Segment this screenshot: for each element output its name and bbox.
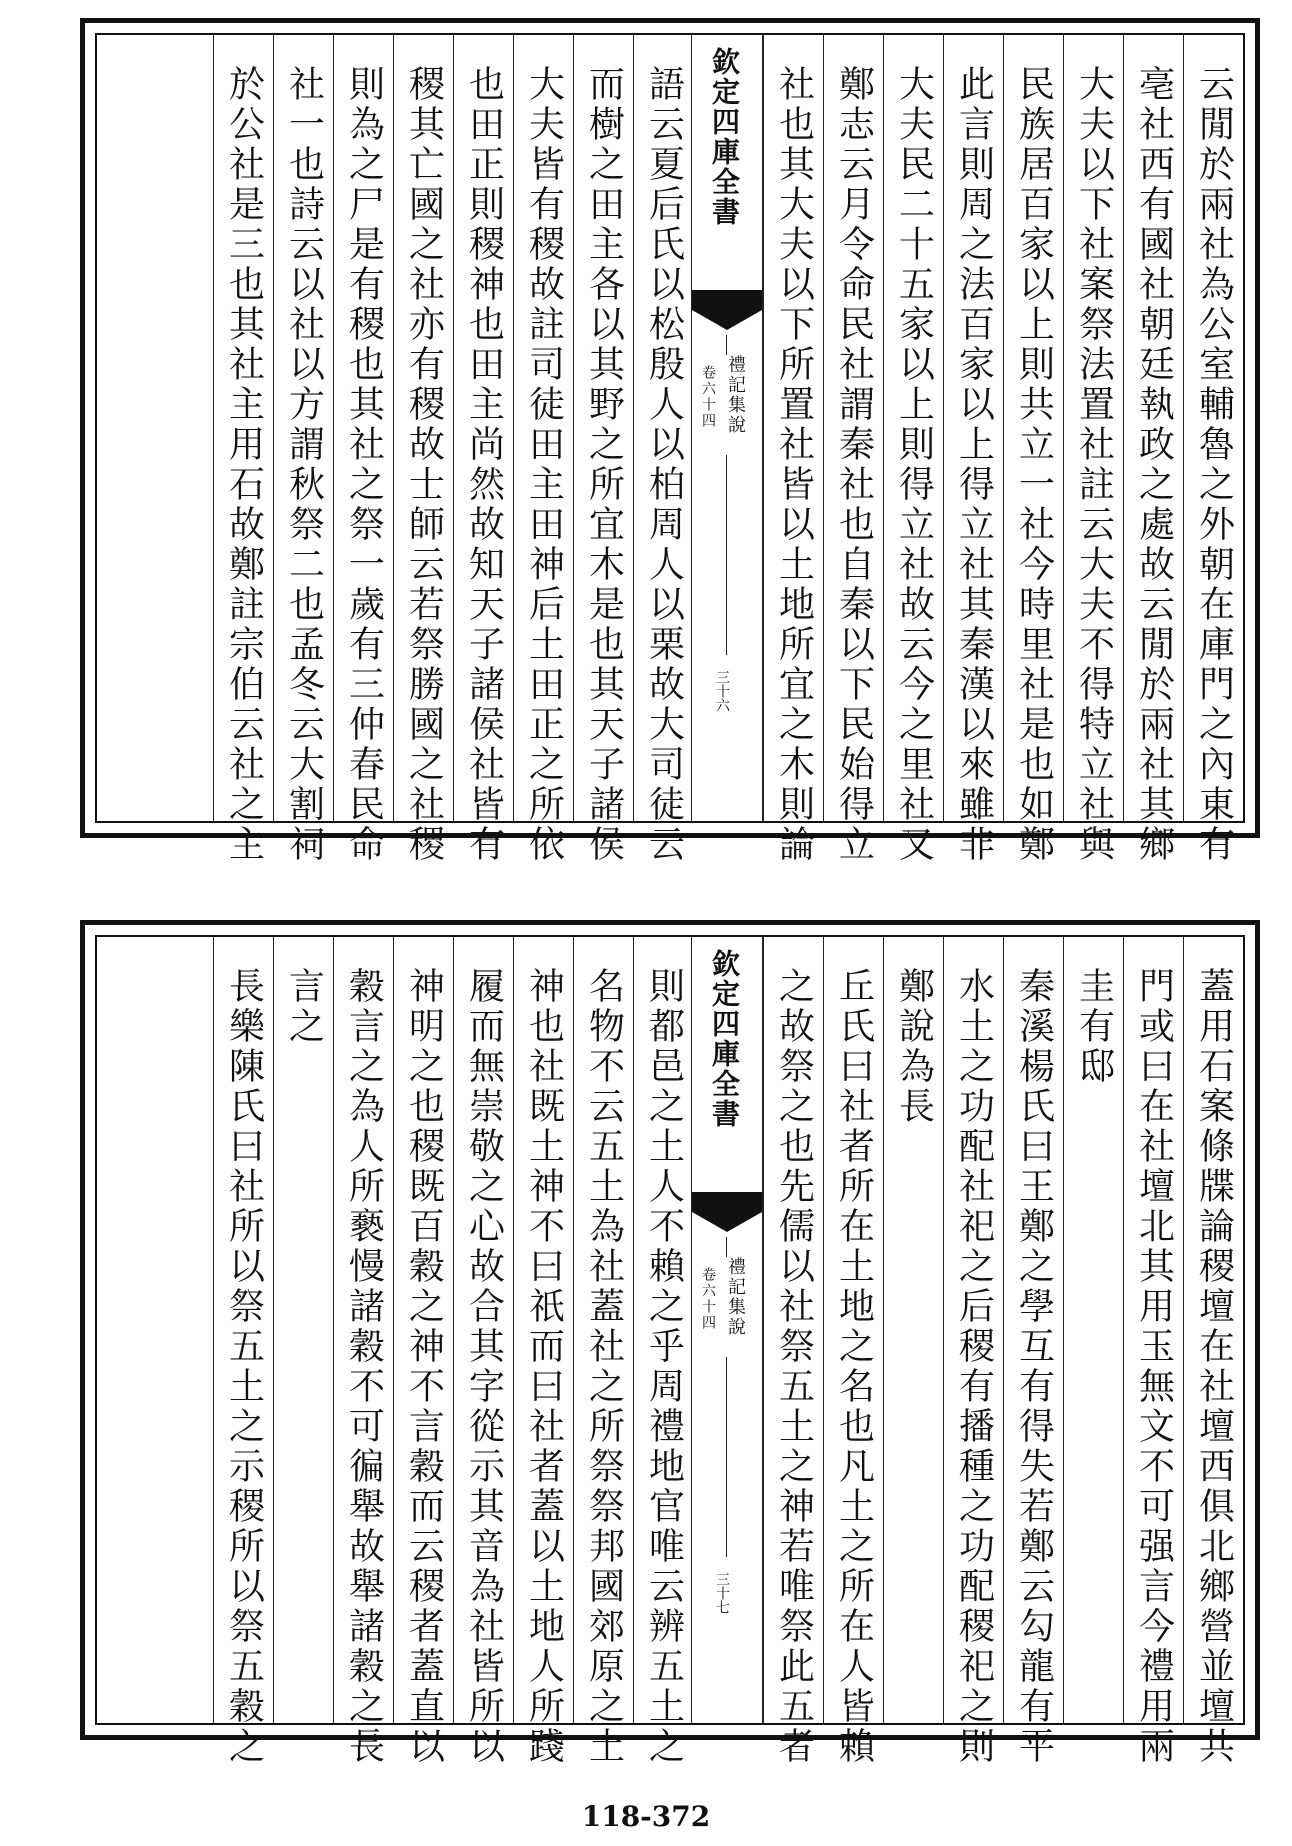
fish-tail-ornament	[692, 290, 762, 330]
text-column: 於公社是三也其社主用石故鄭註宗伯云社之主	[213, 35, 273, 821]
text-column: 之故祭之也先儒以社祭五土之神若唯祭此五者	[763, 937, 823, 1723]
text-column: 民族居百家以上則共立一社今時里社是也如鄭	[1003, 35, 1063, 821]
leaf-number: 三十七	[714, 1572, 730, 1614]
text-column: 則都邑之土人不賴之乎周禮地官唯云辨五土之	[633, 937, 693, 1723]
text-column: 神明之也稷既百穀之神不言穀而云稷者蓋直以	[393, 937, 453, 1723]
book-title: 禮記集說	[725, 1257, 746, 1337]
text-column: 社一也詩云以社以方謂秋祭二也孟冬云大割祠	[273, 35, 333, 821]
text-column: 門或曰在社壇北其用玉無文不可强言今禮用兩	[1123, 937, 1183, 1723]
fold-line	[726, 455, 727, 655]
text-column: 語云夏后氏以松殷人以柏周人以栗故大司徒云	[633, 35, 693, 821]
juan-number: 卷六十四	[700, 1267, 716, 1331]
text-column: 圭有邸	[1063, 937, 1123, 1723]
text-column: 丘氏曰社者所在土地之名也凡土之所在人皆賴	[823, 937, 883, 1723]
text-column: 稷其亡國之社亦有稷故士師云若祭勝國之社稷	[393, 35, 453, 821]
text-column: 秦溪楊氏曰王鄭之學互有得失若鄭云勾龍有平	[1003, 937, 1063, 1723]
text-column: 也田正則稷神也田主尚然故知天子諸侯社皆有	[453, 35, 513, 821]
text-column: 履而無崇敬之心故合其字從示其音為社皆所以	[453, 937, 513, 1723]
text-column: 大夫以下社案祭法置社註云大夫不得特立社與	[1063, 35, 1123, 821]
text-column: 社也其大夫以下所置社皆以土地所宜之木則論	[763, 35, 823, 821]
fold-line	[726, 335, 727, 355]
text-column: 鄭說為長	[883, 937, 943, 1723]
text-column: 長樂陳氏曰社所以祭五土之示稷所以祭五穀之	[213, 937, 273, 1723]
fish-tail-ornament	[692, 1192, 762, 1232]
book-title: 禮記集說	[725, 355, 746, 435]
page-lower	[80, 920, 1260, 1767]
text-column: 穀言之為人所褻慢諸穀不可徧舉故舉諸穀之長	[333, 937, 393, 1723]
page-frame	[95, 33, 1245, 865]
text-column: 而樹之田主各以其野之所宜木是也其天子諸侯	[573, 35, 633, 821]
page-frame	[95, 935, 1245, 1767]
text-column: 亳社西有國社朝廷執政之處故云閒於兩社其鄉	[1123, 35, 1183, 821]
center-fold	[691, 35, 763, 821]
page-upper	[80, 18, 1260, 865]
text-column: 神也社既土神不曰祇而曰社者蓋以土地人所踐	[513, 937, 573, 1723]
text-column: 蓋用石案條牒論稷壇在社壇西俱北鄉營並壇共	[1183, 937, 1243, 1723]
text-column: 名物不云五土為社蓋社之所祭祭邦國郊原之土	[573, 937, 633, 1723]
text-column: 鄭志云月令命民社謂秦社也自秦以下民始得立	[823, 35, 883, 821]
text-column: 言之	[273, 937, 333, 1723]
text-column: 大夫皆有稷故註司徒田主田神后土田正之所依	[513, 35, 573, 821]
series-title: 欽定四庫全書	[708, 47, 741, 227]
text-column: 此言則周之法百家以上得立社其秦漢以來雖非	[943, 35, 1003, 821]
series-title: 欽定四庫全書	[708, 949, 741, 1129]
text-column: 云閒於兩社為公室輔魯之外朝在庫門之內東有	[1183, 35, 1243, 821]
leaf-number: 三十六	[714, 670, 730, 712]
text-column: 水土之功配社祀之后稷有播種之功配稷祀之則	[943, 937, 1003, 1723]
text-column: 大夫民二十五家以上則得立社故云今之里社又	[883, 35, 943, 821]
page-number-footer: 118-372	[581, 1800, 711, 1833]
text-column: 則為之尸是有稷也其社之祭一歲有三仲春民命	[333, 35, 393, 821]
juan-number: 卷六十四	[700, 365, 716, 429]
fold-line	[726, 1357, 727, 1557]
fold-line	[726, 1237, 727, 1257]
center-fold	[691, 937, 763, 1723]
